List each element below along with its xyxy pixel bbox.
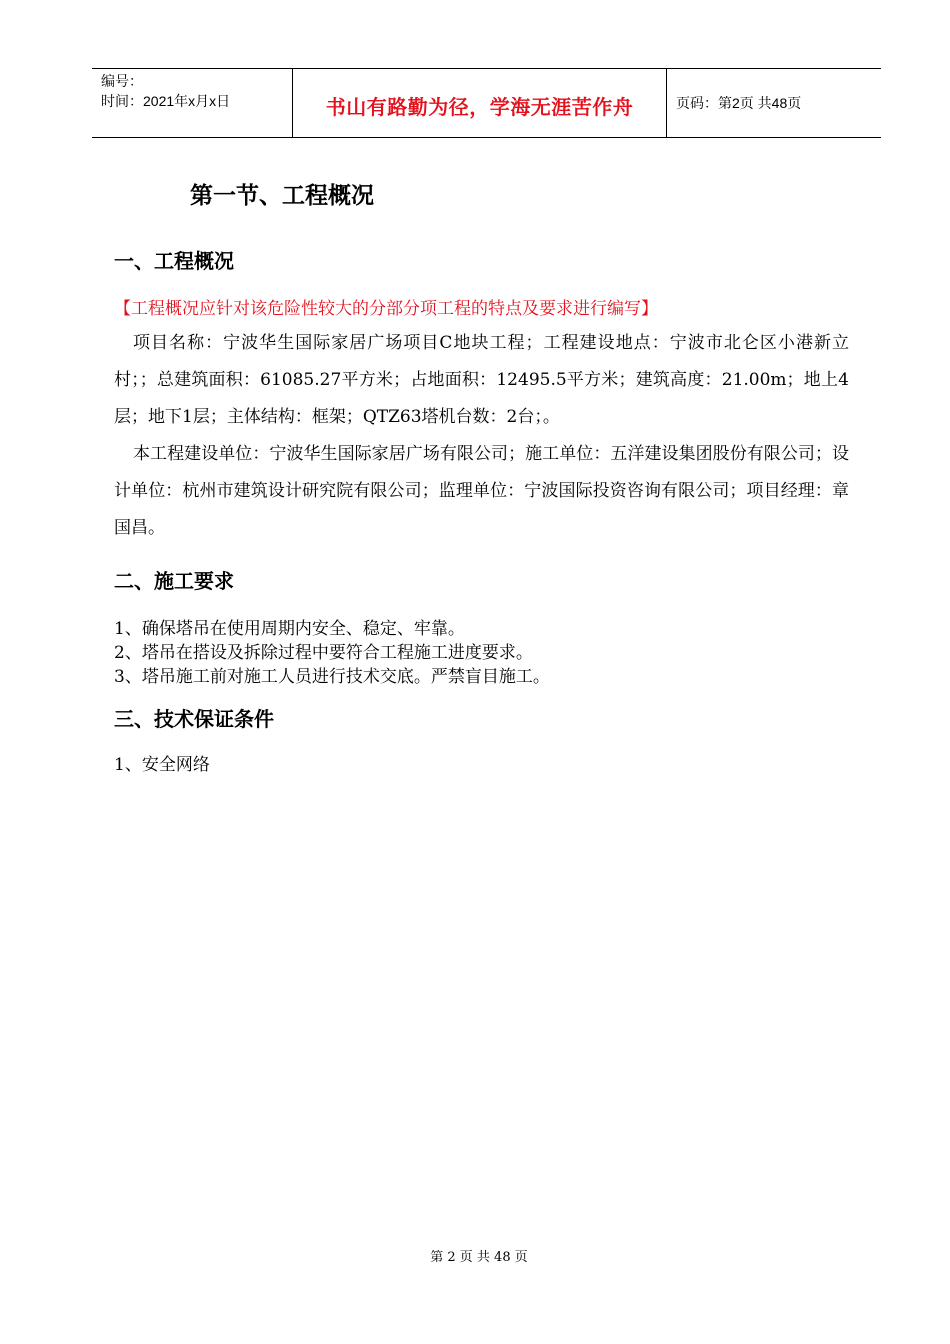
section-heading-technical: 三、技术保证条件 [114,707,274,731]
list-item: 2、塔吊在搭设及拆除过程中要符合工程施工进度要求。 [114,643,533,663]
time-label: 时间：2021年x月x日 [101,93,231,109]
list-item: 3、塔吊施工前对施工人员进行技术交底。严禁盲目施工。 [114,667,550,687]
header-right-cell [666,69,881,137]
parties-paragraph: 本工程建设单位：宁波华生国际家居广场有限公司；施工单位：五洋建设集团股份有限公司；设计单位：杭州市建筑设计研究院有限公司；监理单位：宁波国际投资咨询有限公司；项目经理：章国昌。 [114,444,849,538]
technical-list [114,753,210,777]
page-number-label: 页码：第2页 共48页 [676,95,802,111]
header-motto-cell [292,69,667,137]
page-title: 第一节、工程概况 [190,182,374,209]
page-header [92,68,881,138]
number-label: 编号： [101,73,143,89]
list-item: 1、确保塔吊在使用周期内安全、稳定、牢靠。 [114,619,465,639]
section-heading-requirements: 二、施工要求 [114,569,234,593]
list-item: 1、安全网络 [114,755,210,775]
header-left-cell [92,69,292,137]
project-info-paragraph: 项目名称：宁波华生国际家居广场项目C地块工程；工程建设地点：宁波市北仑区小港新立村；；总建筑面积：61085.27平方米；占地面积：12495.5平方米；建筑高度：21.00m；地上4层；地下1层；主体结构：框架；QTZ63塔机台数：2台；。 [114,333,849,427]
section-heading-overview: 一、工程概况 [114,249,234,273]
page-footer [0,1246,950,1265]
requirements-list [114,617,550,689]
editor-note: 【工程概况应针对该危险性较大的分部分项工程的特点及要求进行编写】 [114,299,658,319]
footer-page-number: 第 2 页 共 48 页 [430,1250,528,1265]
motto: 书山有路勤为径，学海无涯苦作舟 [325,97,634,119]
